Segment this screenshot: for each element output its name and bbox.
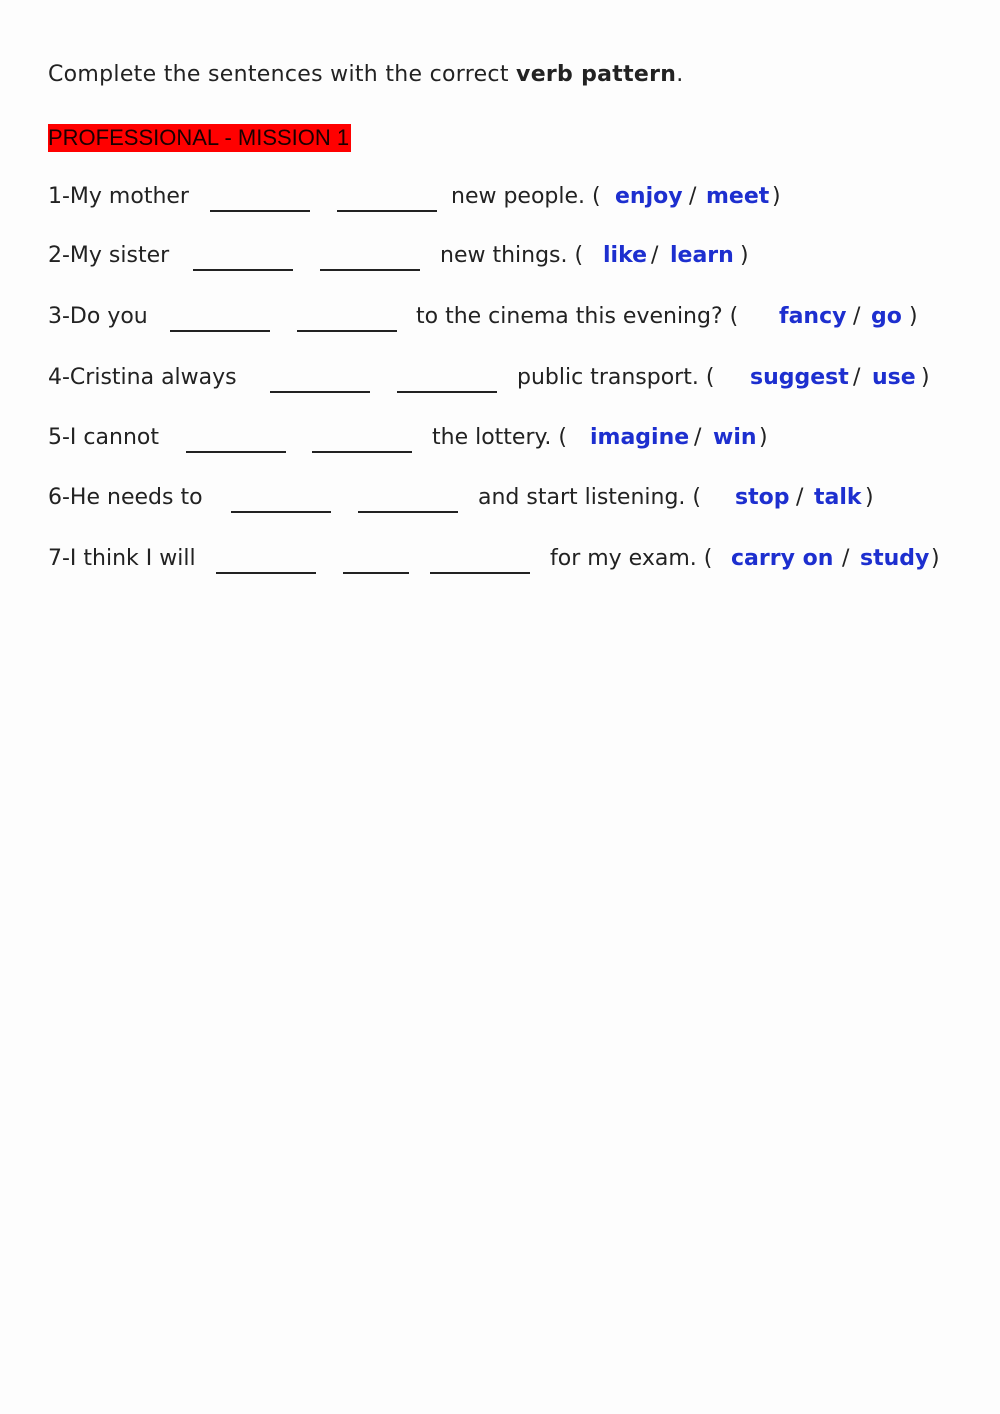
answer-blank[interactable] [231,511,331,513]
verb-hint-1: enjoy [615,184,683,209]
hint-close: ) [909,304,918,329]
sentence-end: to the cinema this evening? ( [416,304,739,329]
sentence-start: 1-My mother [48,184,189,209]
sentence-end: for my exam. ( [550,546,713,571]
sentence-end: the lottery. ( [432,425,567,450]
answer-blank[interactable] [270,391,370,393]
sentence-end: new things. ( [440,243,584,268]
hint-close: ) [759,425,768,450]
answer-blank[interactable] [170,330,270,332]
hint-close: ) [865,485,874,510]
answer-blank[interactable] [210,210,310,212]
mission-label: PROFESSIONAL - MISSION 1 [48,125,350,150]
sentence-start: 5-I cannot [48,425,159,450]
verb-hint-2: win [713,425,757,450]
verb-hint-2: go [871,304,902,329]
hint-separator: / [853,365,861,390]
answer-blank[interactable] [337,210,437,212]
verb-hint-2: talk [814,485,862,510]
instruction-bold: verb pattern [516,62,677,87]
sentence-start: 4-Cristina always [48,365,237,390]
sentence-end: and start listening. ( [478,485,701,510]
instruction-text [48,62,684,87]
answer-blank[interactable] [320,269,420,271]
verb-hint-1: like [603,243,648,268]
verb-hint-1: fancy [779,304,847,329]
hint-separator: / [853,304,861,329]
answer-blank[interactable] [358,511,458,513]
verb-hint-2: study [860,546,930,571]
sentence-end: new people. ( [451,184,601,209]
answer-blank[interactable] [193,269,293,271]
sentence-start: 3-Do you [48,304,148,329]
verb-hint-2: meet [706,184,770,209]
verb-hint-1: suggest [750,365,849,390]
hint-separator: / [694,425,702,450]
hint-close: ) [921,365,930,390]
instruction-prefix: Complete the sentences with the correct [48,62,517,87]
sentence-end: public transport. ( [517,365,715,390]
answer-blank[interactable] [343,572,409,574]
answer-blank[interactable] [186,451,286,453]
hint-separator: / [651,243,659,268]
hint-separator: / [842,546,850,571]
verb-hint-1: imagine [590,425,690,450]
answer-blank[interactable] [397,391,497,393]
answer-blank[interactable] [297,330,397,332]
verb-hint-2: use [872,365,916,390]
hint-separator: / [796,485,804,510]
hint-close: ) [740,243,749,268]
instruction-suffix: . [676,62,684,87]
sentence-start: 6-He needs to [48,485,203,510]
verb-hint-2: learn [670,243,734,268]
answer-blank[interactable] [430,572,530,574]
hint-separator: / [689,184,697,209]
hint-close: ) [772,184,781,209]
verb-hint-1: stop [735,485,790,510]
answer-blank[interactable] [216,572,316,574]
verb-hint-1: carry on [731,546,834,571]
hint-close: ) [931,546,940,571]
answer-blank[interactable] [312,451,412,453]
sentence-start: 2-My sister [48,243,170,268]
sentence-start: 7-I think I will [48,546,196,571]
